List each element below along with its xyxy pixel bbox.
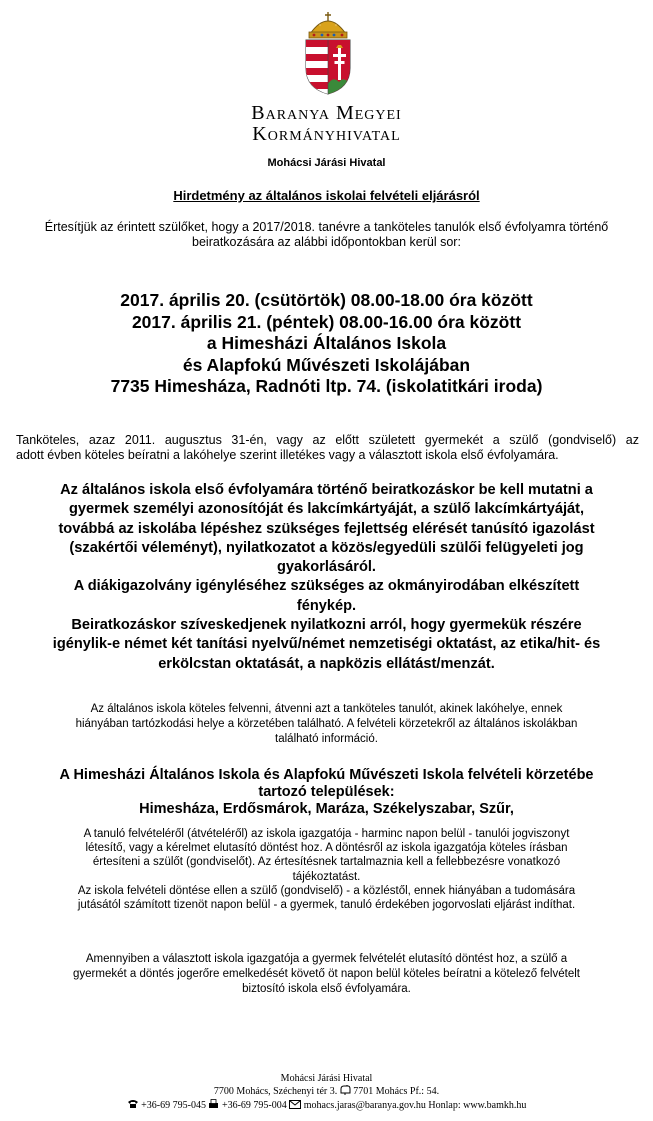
bold-line: fénykép.	[296, 597, 357, 614]
footer-address-line	[0, 1085, 653, 1099]
footer-phone: +36-69 795-045	[141, 1100, 206, 1111]
paragraph-line: Amennyiben a választott iskola igazgatója a gyermek felvételét elutasító döntést hoz, a szülő a	[85, 953, 568, 965]
rejection-paragraph	[20, 952, 633, 997]
bold-line: erkölcstan oktatását, a napközis ellátást/menzát.	[158, 655, 495, 672]
date-line: 2017. április 21. (péntek) 08.00-16.00 óra között	[131, 311, 522, 332]
date-line: 2017. április 20. (csütörtök) 08.00-18.00 óra között	[120, 290, 533, 310]
phone-icon	[127, 1099, 139, 1113]
admission-decision-paragraph	[20, 827, 633, 912]
paragraph-line: A tanuló felvételéről (átvételéről) az iskola igazgatója - harminc napon belül - tanulói jogviszonyt	[83, 828, 570, 840]
paragraph-line: gyermekét a döntés jogerőre emelkedését követő öt napon belül köteles beíratni a kötelező felvételt	[73, 968, 580, 980]
bold-line: gyermek személyi azonosítóját és lakcímkártyáját, a szülő lakcímkártyáját,	[68, 501, 585, 518]
paragraph-line: hiányában tartózkodási helye a körzetében található. A felvételi körzetekről az általános iskolákban	[75, 718, 578, 730]
compulsory-school-paragraph	[16, 433, 639, 463]
paragraph-line: adott évben köteles beíratni a lakóhelye szerint illetékes vagy a választott iskola első évfolyamára.	[16, 448, 559, 462]
org-name-line1	[0, 102, 653, 125]
bold-line: A diákigazolvány igényléséhez szükséges az okmányirodában elkészített	[73, 578, 580, 595]
paragraph-line: Az iskola felvételi döntése ellen a szülő (gondviselő) - a közléstől, ennek hiányában a tudomására	[77, 884, 576, 897]
bold-line: Beiratkozáskor szíveskedjenek nyilatkozni arról, hogy gyermekük részére	[71, 617, 582, 634]
footer-email[interactable]: mohacs.jaras@baranya.gov.hu	[303, 1100, 426, 1111]
enrollment-dates-block	[0, 290, 653, 398]
bold-line: gyakorlásáról.	[277, 559, 376, 576]
footer-office-name: Mohácsi Járási Hivatal	[280, 1073, 373, 1084]
district-info-paragraph	[30, 702, 623, 747]
paragraph-line: biztosító iskola első évfolyamára.	[242, 983, 411, 995]
footer-contact-line	[0, 1099, 653, 1113]
settlements-list: Himesháza, Erdősmárok, Maráza, Székelyszabar, Szűr,	[139, 801, 514, 817]
org-name-line1-text: Baranya Megyei	[251, 102, 402, 124]
email-icon	[289, 1100, 301, 1113]
intro-paragraph: Értesítjük az érintett szülőket, hogy a 2017/2018. tanévre a tanköteles tanulók első évfolyamra történő beiratkozására az alábbi időpontokban kerül sor:	[44, 220, 609, 249]
mailbox-icon	[340, 1085, 351, 1099]
paragraph-line: létesítő, vagy a kérelmet elutasító döntést hoz. A döntésről az iskola igazgatója köteles írásban	[85, 842, 568, 855]
district-line: tartozó települések:	[258, 784, 395, 800]
paragraph-line: tájékoztatást.	[292, 870, 361, 883]
paragraph-line: Tanköteles, azaz 2011. augusztus 31-én, vagy az előtt született gyermekét a szülő (gondviselő) az	[16, 433, 639, 447]
hungarian-coat-of-arms-icon	[300, 6, 356, 96]
document-title: Hirdetmény az általános iskolai felvételi eljárásról	[173, 188, 480, 203]
footer-web-label: Honlap:	[428, 1100, 461, 1111]
paragraph-line: található információ.	[275, 733, 378, 745]
bold-line: igénylik-e német két tanítási nyelvű/német nemzetiségi oktatást, az etika/hit- és	[52, 636, 601, 653]
district-settlements-block	[0, 767, 653, 818]
bold-line: Az általános iskola első évfolyamára történő beiratkozáskor be kell mutatni a	[60, 482, 593, 498]
footer-fax: +36-69 795-004	[221, 1100, 287, 1111]
school-line: a Himesházi Általános Iskola	[206, 333, 447, 353]
org-name-line2-text: Kormányhivatal	[252, 123, 401, 145]
bold-line: (szakértői véleményt), nyilatkozatot a közös/egyedüli szülői felügyeleti jog	[69, 539, 584, 556]
footer-pobox: 7701 Mohács Pf.: 54.	[353, 1086, 440, 1097]
footer-web[interactable]: www.bamkh.hu	[463, 1100, 527, 1111]
school-line: és Alapfokú Művészeti Iskolájában	[182, 354, 471, 375]
paragraph-line: értesíteni a szülőt (gondviselőt). Az értesítésnek tartalmaznia kell a fellebbezésre vonatkozó	[92, 856, 561, 869]
org-name-line2	[0, 123, 653, 146]
district-line: A Himesházi Általános Iskola és Alapfokú Művészeti Iskola felvételi körzetébe	[59, 767, 594, 783]
fax-icon	[208, 1099, 219, 1113]
footer-address: 7700 Mohács, Széchenyi tér 3.	[213, 1086, 338, 1097]
address-line: 7735 Himesháza, Radnóti ltp. 74. (iskolatitkári iroda)	[110, 376, 543, 396]
department-name: Mohácsi Járási Hivatal	[267, 157, 386, 169]
footer	[0, 1072, 653, 1113]
paragraph-line: jutásától számított tizenöt napon belül - a gyermek, tanuló érdekében jogorvoslati eljárást indíthat.	[77, 899, 576, 912]
paragraph-line: Az általános iskola köteles felvenni, átvenni azt a tanköteles tanulót, akinek lakóhelye, ennek	[90, 703, 563, 715]
required-documents-block	[14, 481, 639, 674]
bold-line: továbbá az iskolába lépéshez szükséges fejlettség elérését tanúsító igazolást	[58, 520, 595, 537]
